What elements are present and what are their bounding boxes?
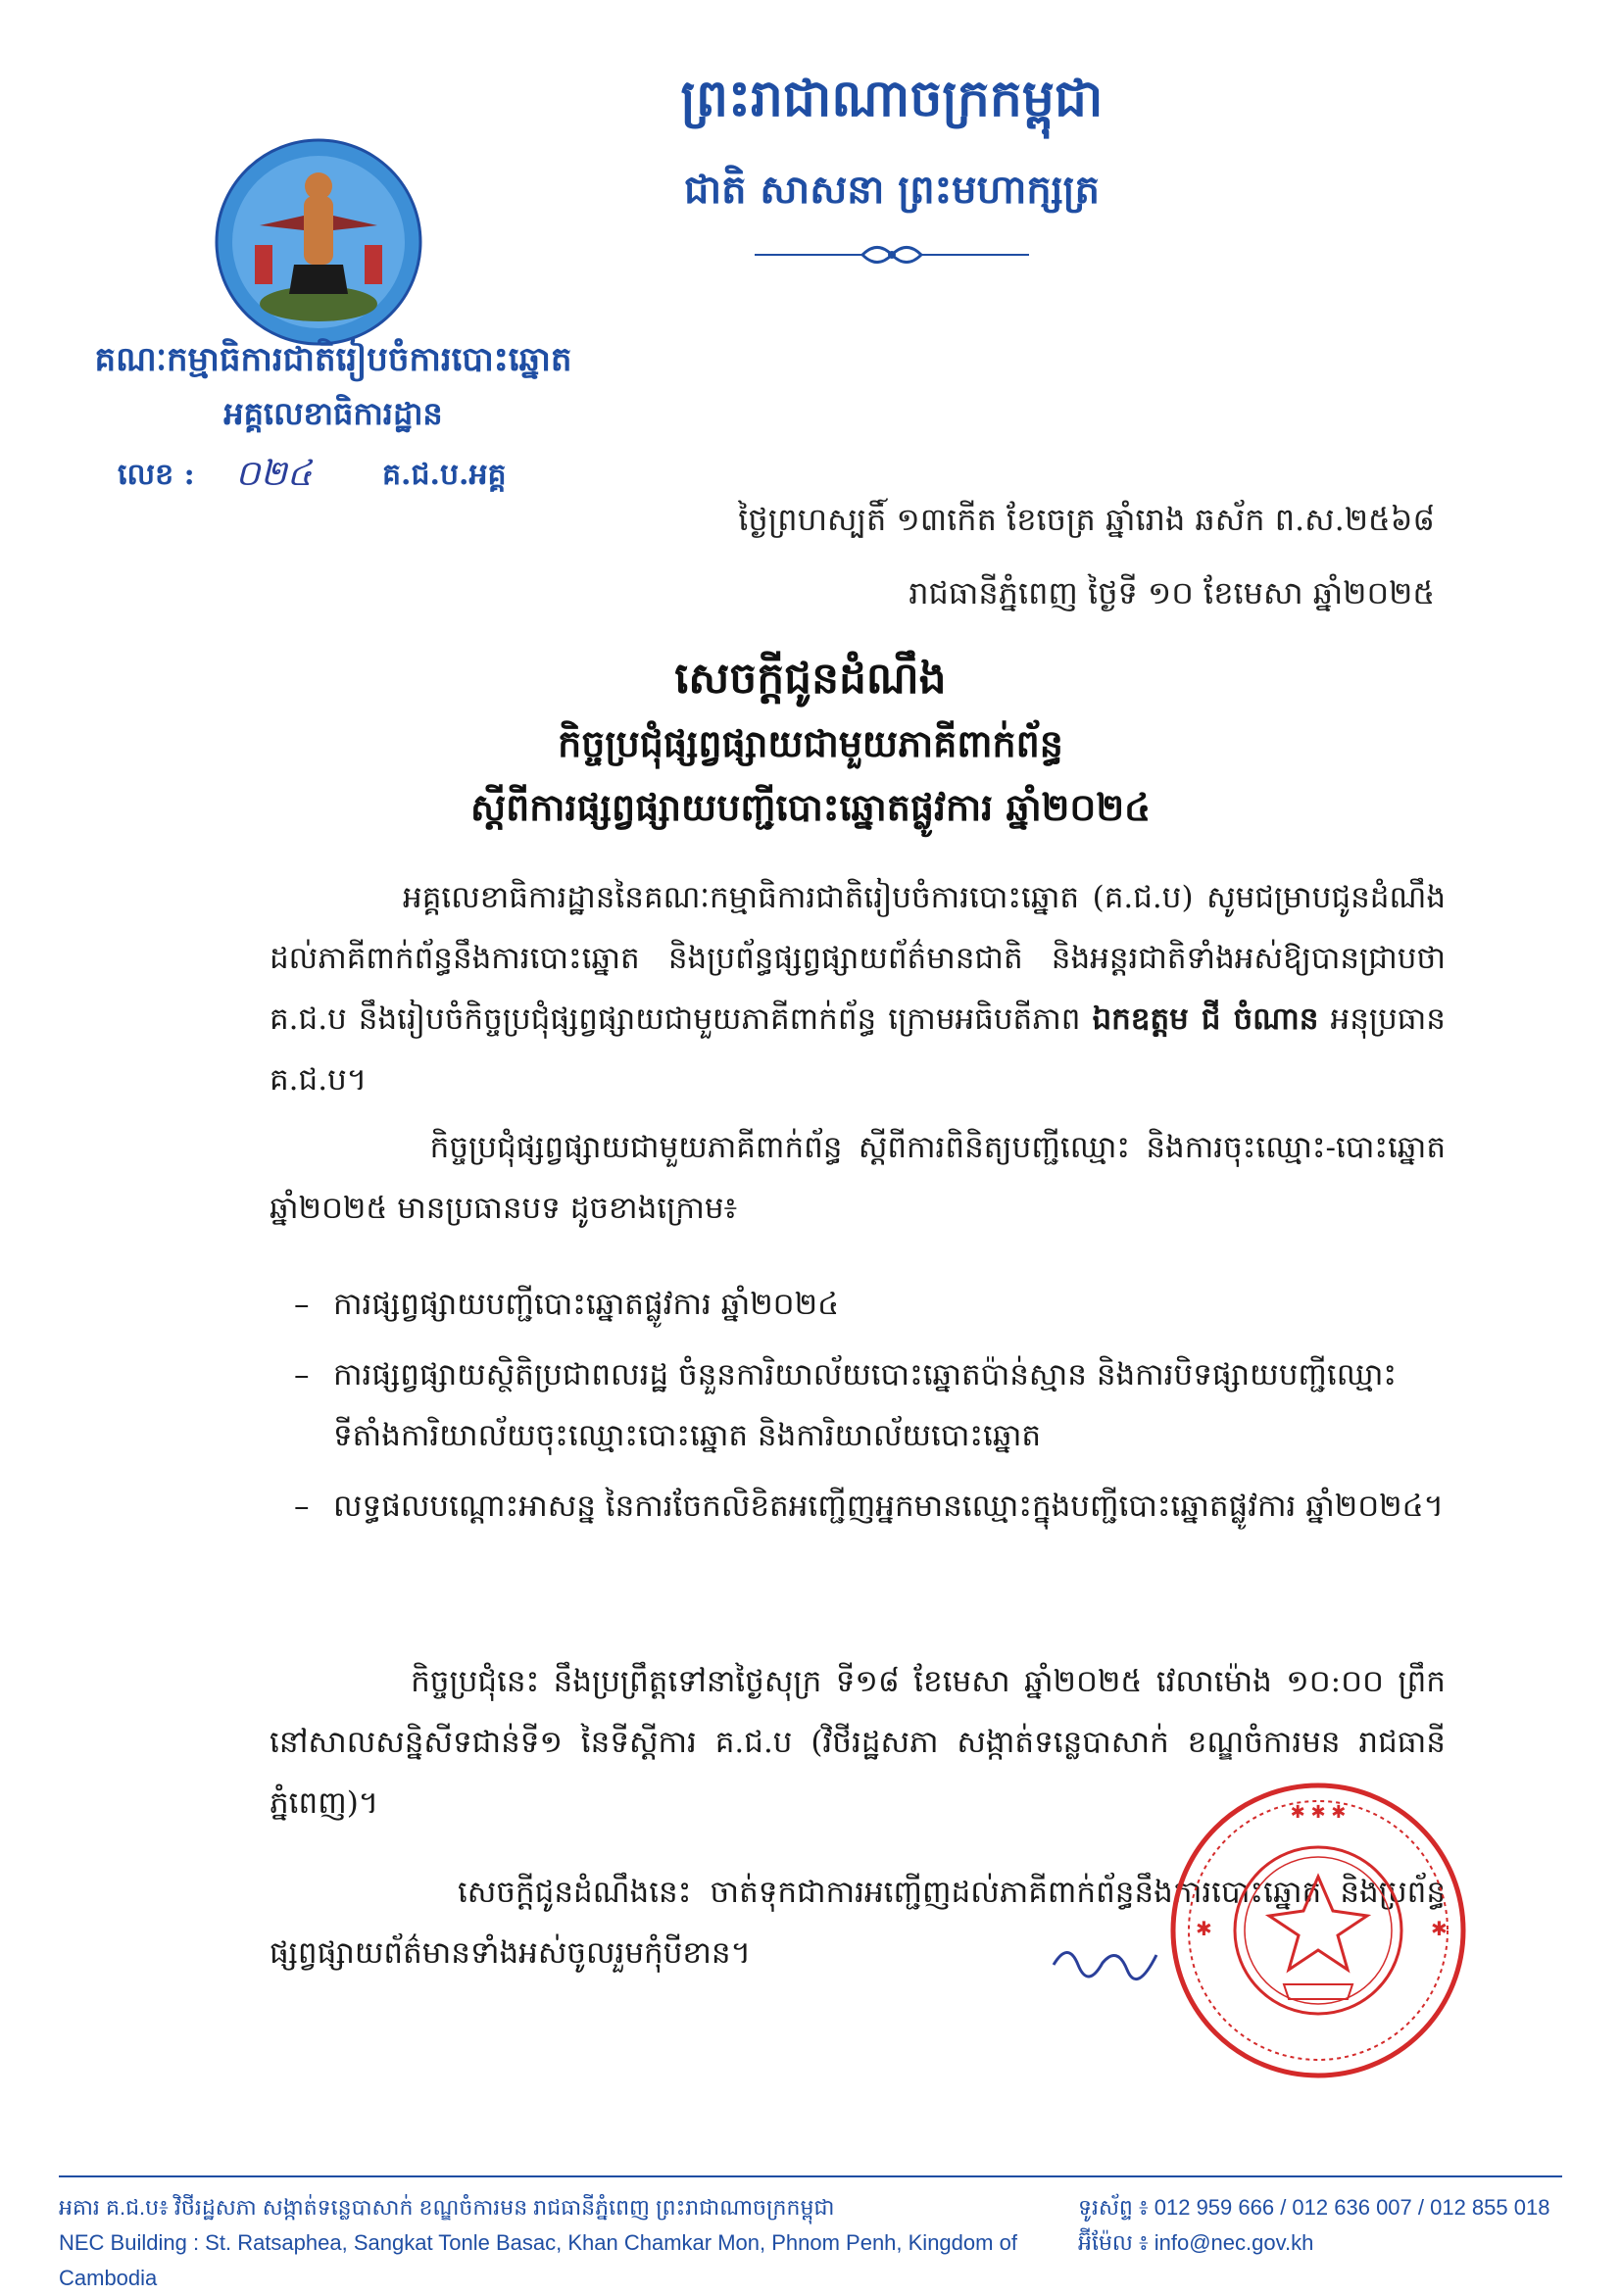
- official-seal-icon: [1166, 1779, 1470, 2082]
- footer-contact: [1078, 2190, 1588, 2261]
- signature-icon: [1049, 1935, 1166, 1984]
- notice-subtitle-2: ស្តីពីការផ្សព្វផ្សាយបញ្ជីបោះឆ្នោតផ្លូវការ ឆ្នាំ២០២៤: [469, 785, 1151, 829]
- reference-label: លេខ :: [118, 458, 195, 492]
- list-item: – លទ្ធផលបណ្តោះអាសន្ន នៃការចែកលិខិតអញ្ជើញអ្នកមានឈ្មោះក្នុងបញ្ជីបោះឆ្នោតផ្លូវការ ឆ្នាំ២០២៤។: [294, 1476, 1446, 1537]
- nec-logo-icon: [201, 137, 436, 348]
- footer-address: [59, 2190, 1039, 2296]
- reference-number: ០២៤: [235, 454, 313, 494]
- department-name: អគ្គលេខាធិការដ្ឋាន: [223, 395, 443, 432]
- paragraph-4: សេចក្តីជូនដំណឹងនេះ ចាត់ទុកជាការអញ្ជើញដល់ភាគីពាក់ព័ន្ធនឹងការបោះឆ្នោត និងប្រព័ន្ធផ្សព្វផ្សាយព័ត៌មានទាំងអស់ចូលរួមកុំបីខាន។: [270, 1875, 1446, 1971]
- paragraph-3: កិច្ចប្រជុំនេះ នឹងប្រព្រឹត្តទៅនាថ្ងៃសុក្រ ទី១៨ ខែមេសា ឆ្នាំ២០២៥ វេលាម៉ោង ១០:០០ ព្រឹក នៅសាលសន្និសីទជាន់ទី១ នៃទីស្តីការ គ.ជ.ប (វិថីរដ្ឋសភា សង្កាត់ទន្លេបាសាក់ ខណ្ឌចំការមន រាជធានីភ្នំពេញ)។: [270, 1664, 1455, 1821]
- address-english: NEC Building : St. Ratsaphea, Sangkat Tonle Basac, Khan Chamkar Mon, Phnom Penh, Kingdom of Cambodia: [59, 2230, 1017, 2290]
- svg-text:✱: ✱: [1431, 1917, 1448, 1940]
- paragraph-1-end: អនុប្រធាន គ.ជ.ប។: [270, 1001, 1446, 1098]
- list-item: – ការផ្សព្វផ្សាយស្ថិតិប្រជាពលរដ្ឋ ចំនួនការិយាល័យបោះឆ្នោតប៉ាន់ស្មាន និងការបិទផ្សាយបញ្ជីឈ្មោះទីតាំងការិយាល័យចុះឈ្មោះបោះឆ្នោត និងការិយាល័យបោះឆ្នោត: [294, 1344, 1446, 1466]
- notice-title: សេចក្តីជូនដំណឹង: [674, 654, 947, 704]
- agenda-list: [294, 1274, 1446, 1546]
- address-khmer: អគារ គ.ជ.ប៖ វិថីរដ្ឋសភា សង្កាត់ទន្លេបាសាក់ ខណ្ឌចំការមន រាជធានីភ្នំពេញ ព្រះរាជាណាចក្រកម្ពុជា: [59, 2195, 835, 2220]
- presiding-official: ឯកឧត្តម ជី ចំណាន: [1092, 1001, 1319, 1037]
- svg-text:✱ ✱ ✱: ✱ ✱ ✱: [1290, 1802, 1347, 1823]
- footer-divider: [59, 2175, 1562, 2177]
- paragraph-2: កិច្ចប្រជុំផ្សព្វផ្សាយជាមួយភាគីពាក់ព័ន្ធ ស្តីពីការពិនិត្យបញ្ជីឈ្មោះ និងការចុះឈ្មោះ-បោះឆ្នោត ឆ្នាំ២០២៥ មានប្រធានបទ ដូចខាងក្រោម៖: [270, 1130, 1455, 1226]
- email-address[interactable]: អ៊ីម៉ែល ៖ info@nec.gov.kh: [1078, 2230, 1314, 2255]
- organization-name: គណៈកម្មាធិការជាតិរៀបចំការបោះឆ្នោត: [94, 340, 572, 379]
- ornament-divider-icon: [745, 235, 1039, 274]
- reference-code: គ.ជ.ប.អគ្គ: [382, 458, 507, 492]
- solar-date: រាជធានីភ្នំពេញ ថ្ងៃទី ១០ ខែមេសា ឆ្នាំ២០២៥: [909, 574, 1435, 611]
- paragraph-1: [270, 867, 1455, 1110]
- notice-subtitle-1: កិច្ចប្រជុំផ្សព្វផ្សាយជាមួយភាគីពាក់ព័ន្ធ: [558, 721, 1063, 765]
- svg-text:✱: ✱: [1196, 1917, 1212, 1940]
- kingdom-heading: ព្រះរាជាណាចក្រកម្ពុជា: [680, 69, 1104, 128]
- reference-row: [108, 451, 578, 500]
- lunar-date: ថ្ងៃព្រហស្បតិ៍ ១៣កើត ខែចេត្រ ឆ្នាំរោង ឆស័ក ព.ស.២៥៦៨: [738, 501, 1435, 538]
- phone-numbers: ទូរស័ព្ទ ៖ 012 959 666 / 012 636 007 / 012 855 018: [1078, 2195, 1550, 2220]
- national-motto: ជាតិ សាសនា ព្រះមហាក្សត្រ: [684, 167, 1100, 213]
- list-item: – ការផ្សព្វផ្សាយបញ្ជីបោះឆ្នោតផ្លូវការ ឆ្នាំ២០២៤: [294, 1274, 1446, 1335]
- paragraph-1-text: អគ្គលេខាធិការដ្ឋាននៃគណៈកម្មាធិការជាតិរៀបចំការបោះឆ្នោត (គ.ជ.ប) សូមជម្រាបជូនដំណឹងដល់ភាគីពាក់ព័ន្ធនឹងការបោះឆ្នោត និងប្រព័ន្ធផ្សព្វផ្សាយព័ត៌មានជាតិ និងអន្តរជាតិទាំងអស់ឱ្យបានជ្រាបថា គ.ជ.ប នឹងរៀបចំកិច្ចប្រជុំផ្សព្វផ្សាយជាមួយភាគីពាក់ព័ន្ធ ក្រោមអធិបតីភាព: [270, 880, 1455, 1037]
